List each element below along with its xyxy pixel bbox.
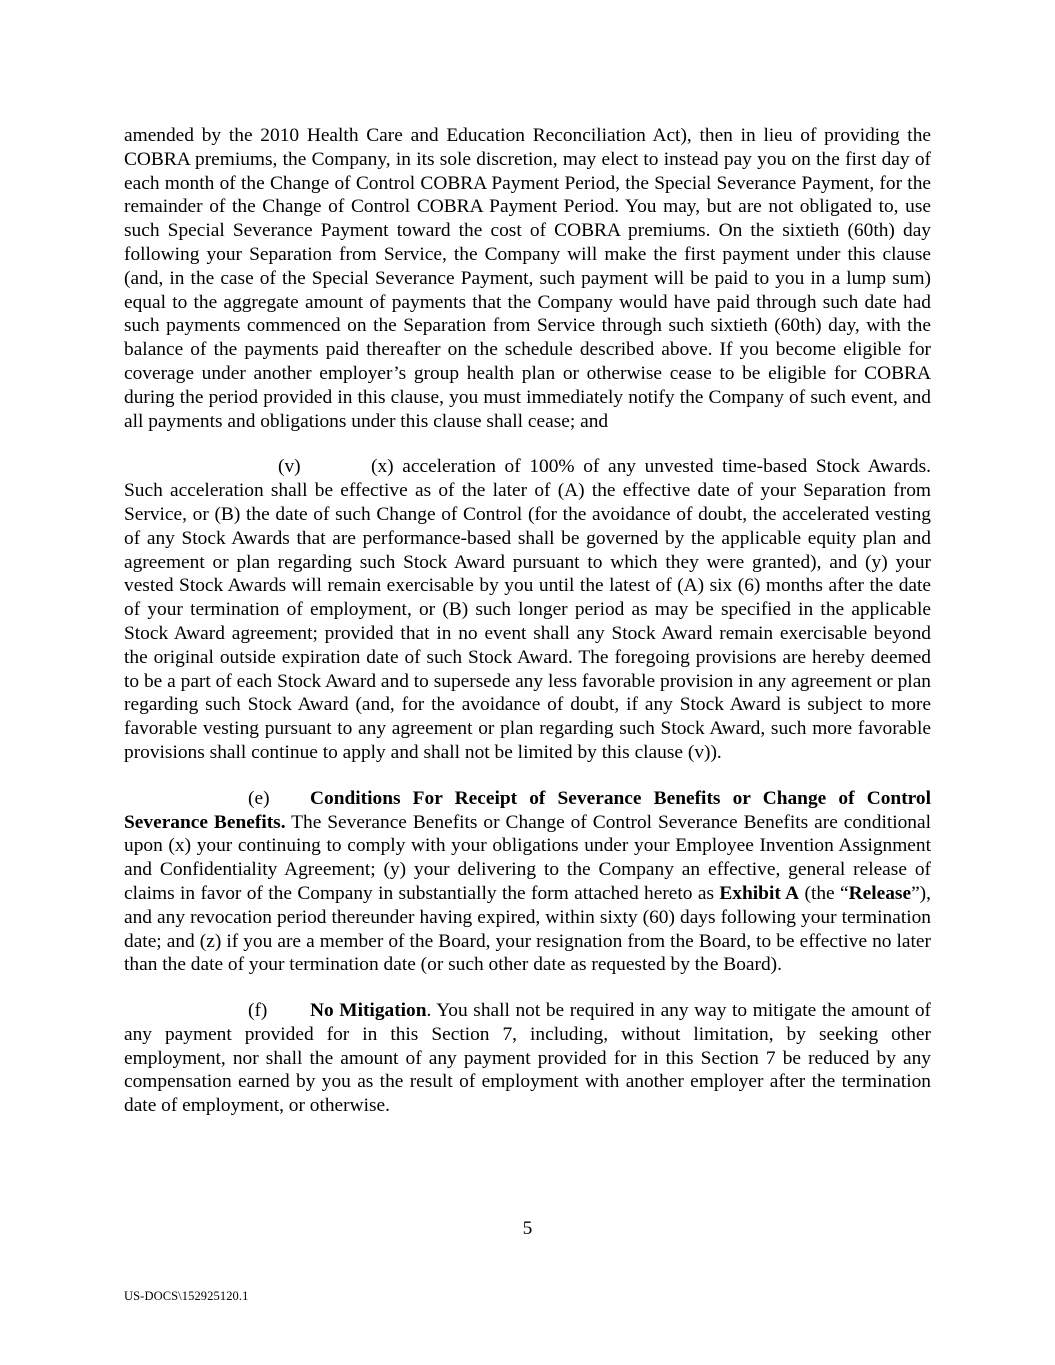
document-id: US-DOCS\152925120.1 (124, 1289, 249, 1303)
page-number: 5 (522, 1218, 533, 1239)
clause-v (124, 455, 931, 764)
clause-f-heading: No Mitigation (310, 1000, 427, 1022)
clause-e-text-part-2: (the “ (799, 882, 849, 904)
exhibit-a-reference: Exhibit A (719, 882, 800, 904)
clause-e-text-part-1: The Severance Benefits or Change of Control Severance Benefits are conditional upon (x) your continuing to comply with your obligations under your Employee Invention Assignment and Confidentiality Agreement; (y) your delivering to the Company an effective, general release of claims in favor of the Company in substantially the form attached hereto as (124, 811, 931, 904)
clause-e-enumerator: (e) (248, 787, 270, 809)
clause-f-enumerator: (f) (248, 1000, 268, 1022)
clause-e-heading: Conditions For Receipt of Severance Benefits or Change of Control Severance Benefits. (124, 787, 931, 833)
clause-e (124, 787, 931, 977)
clause-f (124, 999, 931, 1118)
clause-f-text: . You shall not be required in any way to mitigate the amount of any payment provided for in this Section 7, including, without limitation, by seeking other employment, nor shall the amount of any payment provided for in this Section 7 be reduced by any compensation earned by you as the result of employment with another employer after the termination date of employment, or otherwise. (124, 1000, 931, 1117)
clause-e-text-part-3: ”), and any revocation period thereunder having expired, within sixty (60) days following your termination date; and (z) if you are a member of the Board, your resignation from the Board, to be effective no later than the date of your termination date (or such other date as requested by the Board). (124, 882, 931, 976)
release-defined-term: Release (848, 882, 912, 904)
cobra-paragraph-text: amended by the 2010 Health Care and Education Reconciliation Act), then in lieu of providing the COBRA premiums, the Company, in its sole discretion, may elect to instead pay you on the first day of each month of the Change of Control COBRA Payment Period, the Special Severance Payment, for the remainder of the Change of Control COBRA Payment Period. You may, but are not obligated to, use such Special Severance Payment toward the cost of COBRA premiums. On the sixtieth (60th) day following your Separation from Service, the Company will make the first payment under this clause (and, in the case of the Special Severance Payment, such payment will be paid to you in a lump sum) equal to the aggregate amount of payments that the Company would have paid through such date had such payments commenced on the Separation from Service through such sixtieth (60th) day, with the balance of the payments paid thereafter on the schedule described above. If you become eligible for coverage under another employer’s group health plan or otherwise cease to be eligible for COBRA during the period provided in this clause, you must immediately notify the Company of such event, and all payments and obligations under this clause shall cease; and (124, 125, 931, 432)
document-body (124, 124, 931, 1140)
clause-v-enumerator: (v) (278, 456, 301, 478)
clause-v-text: (x) acceleration of 100% of any unvested time-based Stock Awards. Such acceleration shall be effective as of the later of (A) the effective date of your Separation from Service, or (B) the date of such Change of Control (for the avoidance of doubt, the accelerated vesting of any Stock Awards that are performance-based shall be governed by the applicable equity plan and agreement or plan regarding such Stock Award pursuant to which they were granted), and (y) your vested Stock Awards will remain exercisable by you until the latest of (A) six (6) months after the date of your termination of employment, or (B) such longer period as may be specified in the applicable Stock Award agreement; provided that in no event shall any Stock Award remain exercisable beyond the original outside expiration date of such Stock Award. The foregoing provisions are hereby deemed to be a part of each Stock Award and to supersede any less favorable provision in any agreement or plan regarding such Stock Award (and, for the avoidance of doubt, if any Stock Award is subject to more favorable vesting pursuant to any agreement or plan regarding such Stock Award, such more favorable provisions shall continue to apply and shall not be limited by this clause (v)). (124, 456, 931, 763)
cobra-paragraph (124, 124, 931, 433)
